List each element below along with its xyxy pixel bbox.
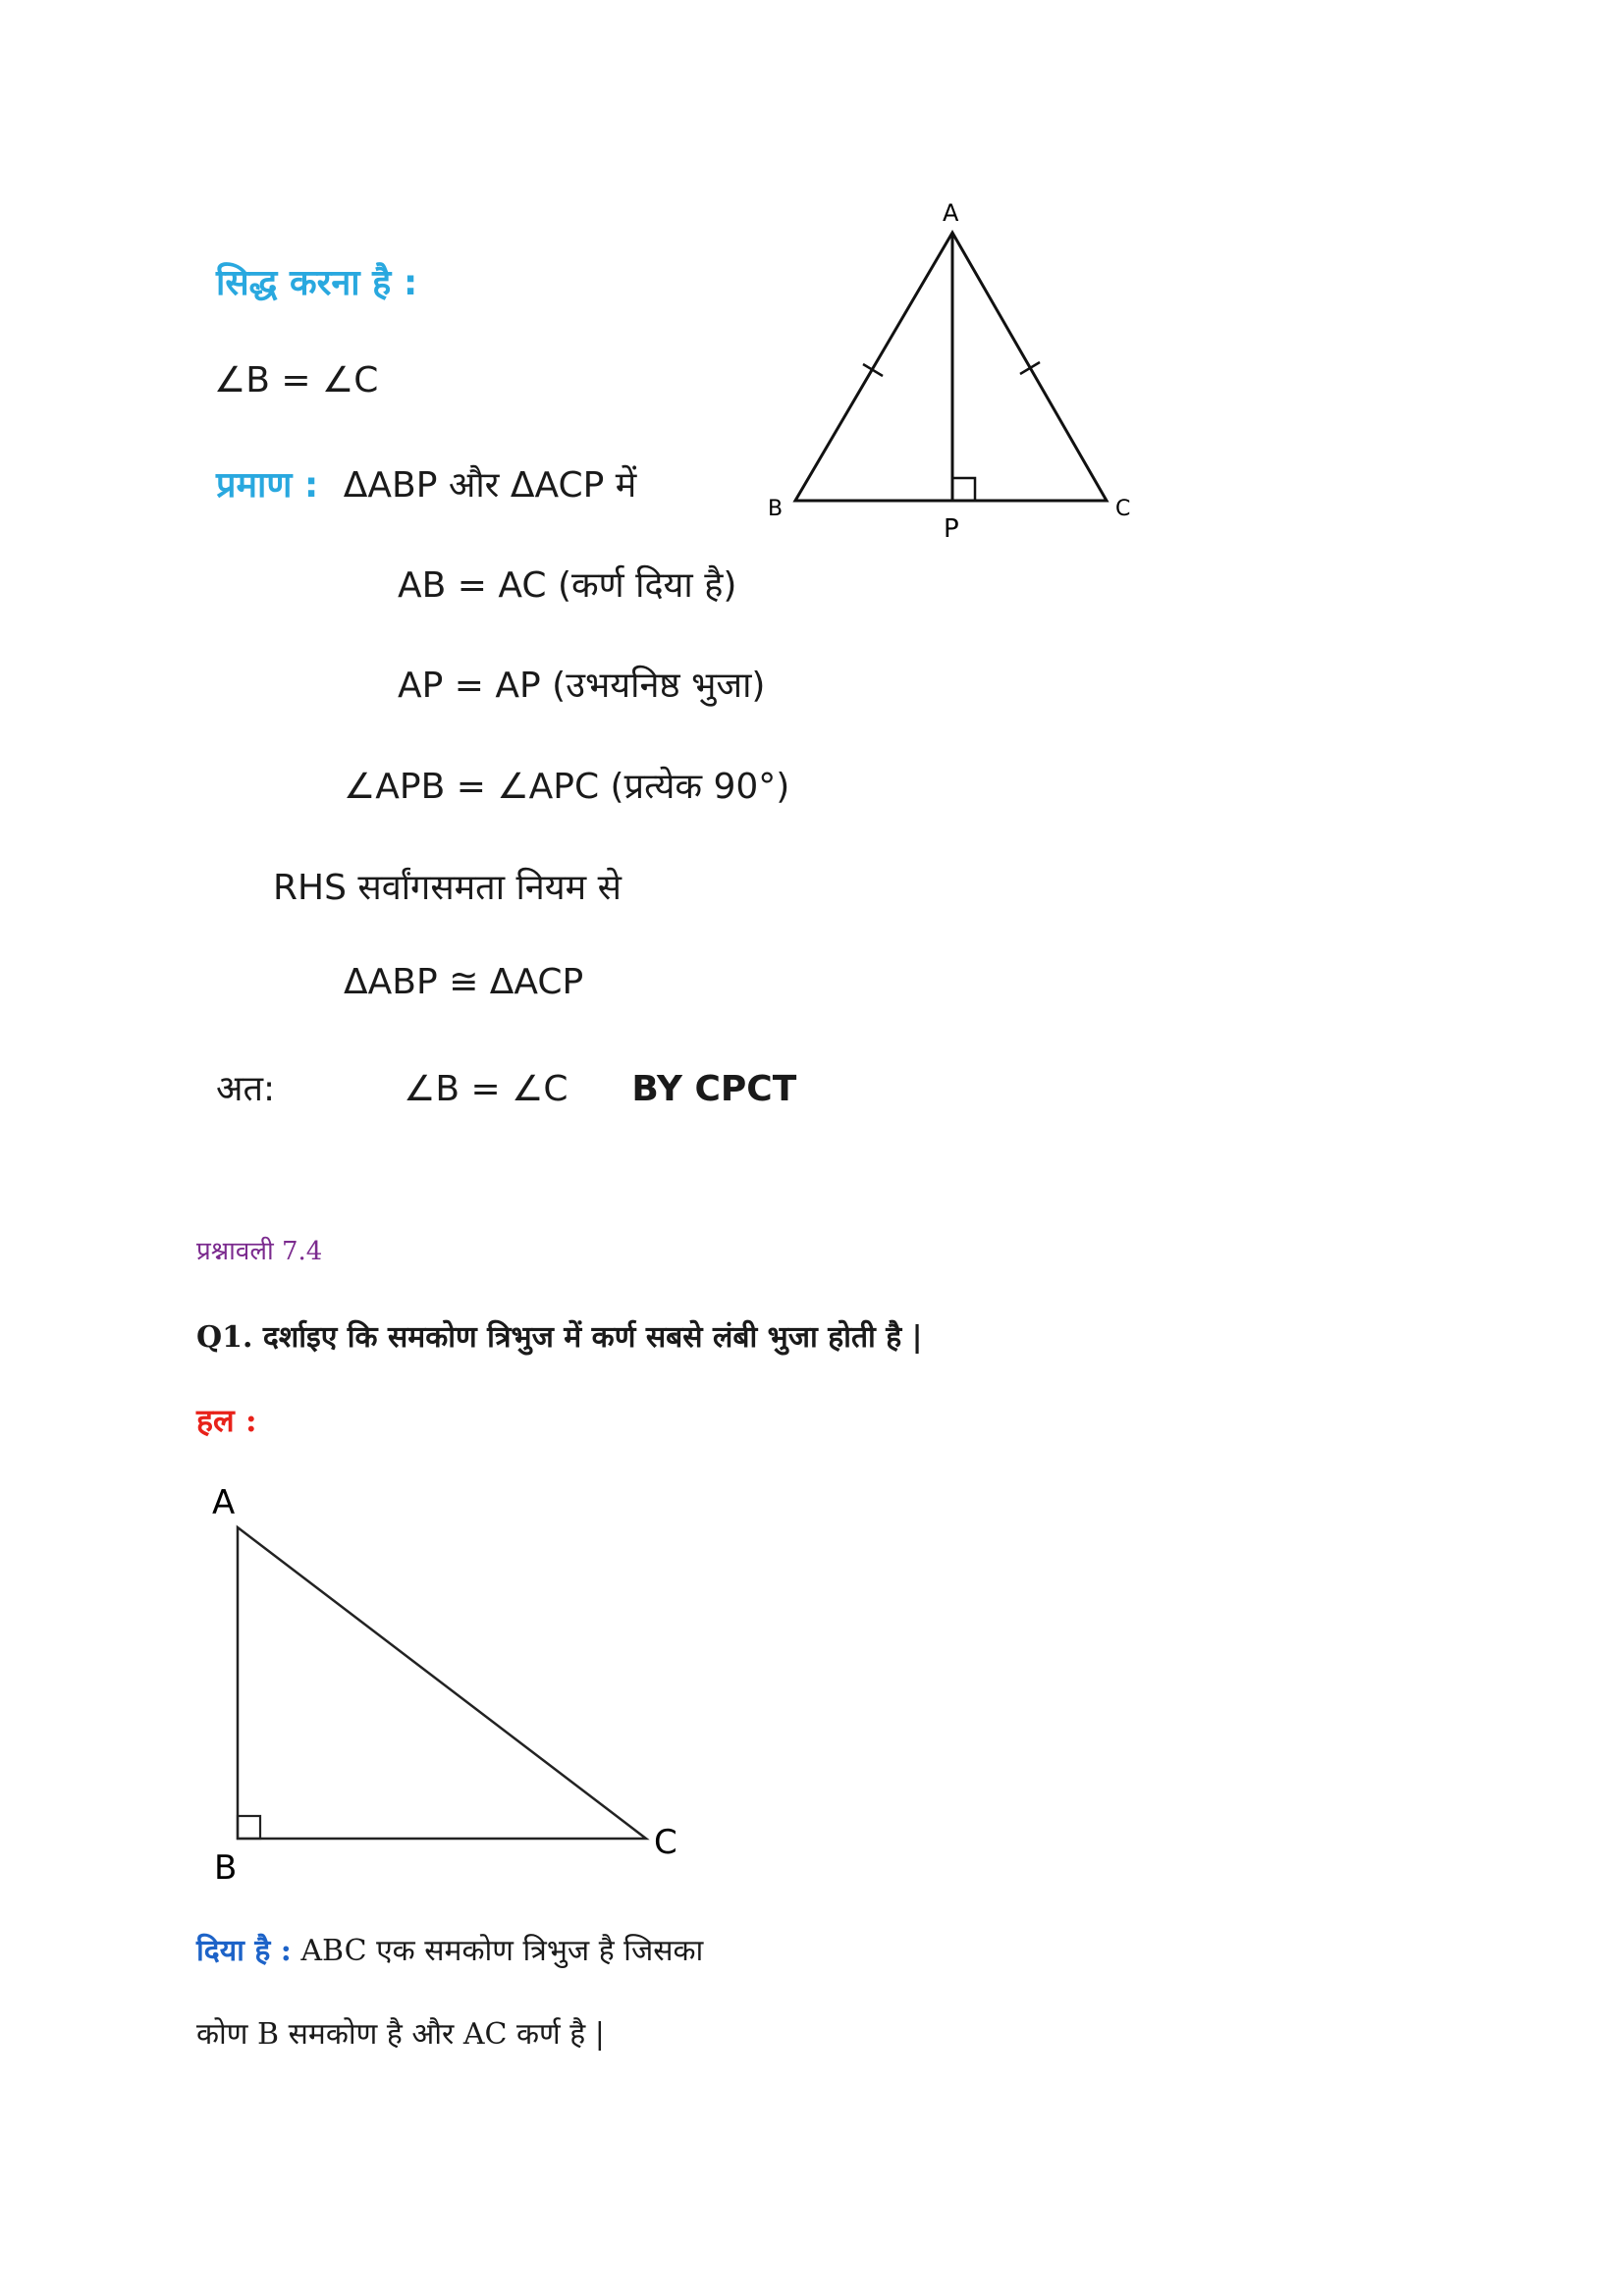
hence-label: अत: — [216, 1069, 276, 1109]
right-angle-marker-b — [238, 1816, 260, 1839]
vertex-label-b: B — [214, 1848, 238, 1888]
vertex-label-a: A — [943, 199, 959, 227]
given-line-1 — [196, 1929, 703, 1969]
given-label: दिया है : — [196, 1934, 292, 1968]
proof-congruence: ΔABP ≅ ΔACP — [344, 962, 584, 1002]
proof-step-3: ∠APB = ∠APC (प्रत्येक 90°) — [344, 767, 790, 807]
foot-label-p: P — [944, 514, 959, 544]
exercise-title-text: प्रश्नावली 7.4 — [196, 1237, 323, 1266]
to-prove-heading: सिद्ध करना है : — [216, 263, 418, 303]
question-text: Q1. दर्शाइए कि समकोण त्रिभुज में कर्ण सबसे लंबी भुजा होती है | — [196, 1320, 923, 1355]
given-text-1: ABC एक समकोण त्रिभुज है जिसका — [300, 1934, 704, 1968]
tick-mark-ac — [1020, 362, 1040, 374]
isosceles-triangle-diagram — [756, 191, 1149, 564]
proof-line — [216, 459, 636, 507]
solution-label: हल : — [196, 1402, 257, 1439]
vertex-label-c: C — [1115, 497, 1131, 521]
proof-step-1: AB = AC (कर्ण दिया है) — [398, 565, 737, 606]
proof-intro: ΔABP और ΔACP में — [343, 465, 637, 506]
right-triangle-diagram — [196, 1472, 707, 1895]
vertex-label-c: C — [654, 1823, 677, 1862]
given-line-2: कोण B समकोण है और AC कर्ण है | — [196, 2017, 605, 2052]
conclusion-reason: BY CPCT — [631, 1069, 797, 1109]
proof-step-2: AP = AP (उभयनिष्ठ भुजा) — [398, 666, 766, 706]
proof-heading: प्रमाण : — [216, 465, 319, 506]
to-prove-statement: ∠B = ∠C — [214, 360, 379, 400]
triangle-abc-right — [238, 1527, 646, 1839]
vertex-label-a: A — [212, 1483, 236, 1522]
proof-conclusion — [216, 1063, 796, 1111]
conclusion-statement: ∠B = ∠C — [404, 1069, 568, 1109]
vertex-label-b: B — [768, 497, 784, 521]
proof-rule: RHS सर्वांगसमता नियम से — [273, 868, 622, 908]
exercise-title — [196, 1232, 322, 1267]
right-angle-marker-p — [952, 478, 975, 501]
